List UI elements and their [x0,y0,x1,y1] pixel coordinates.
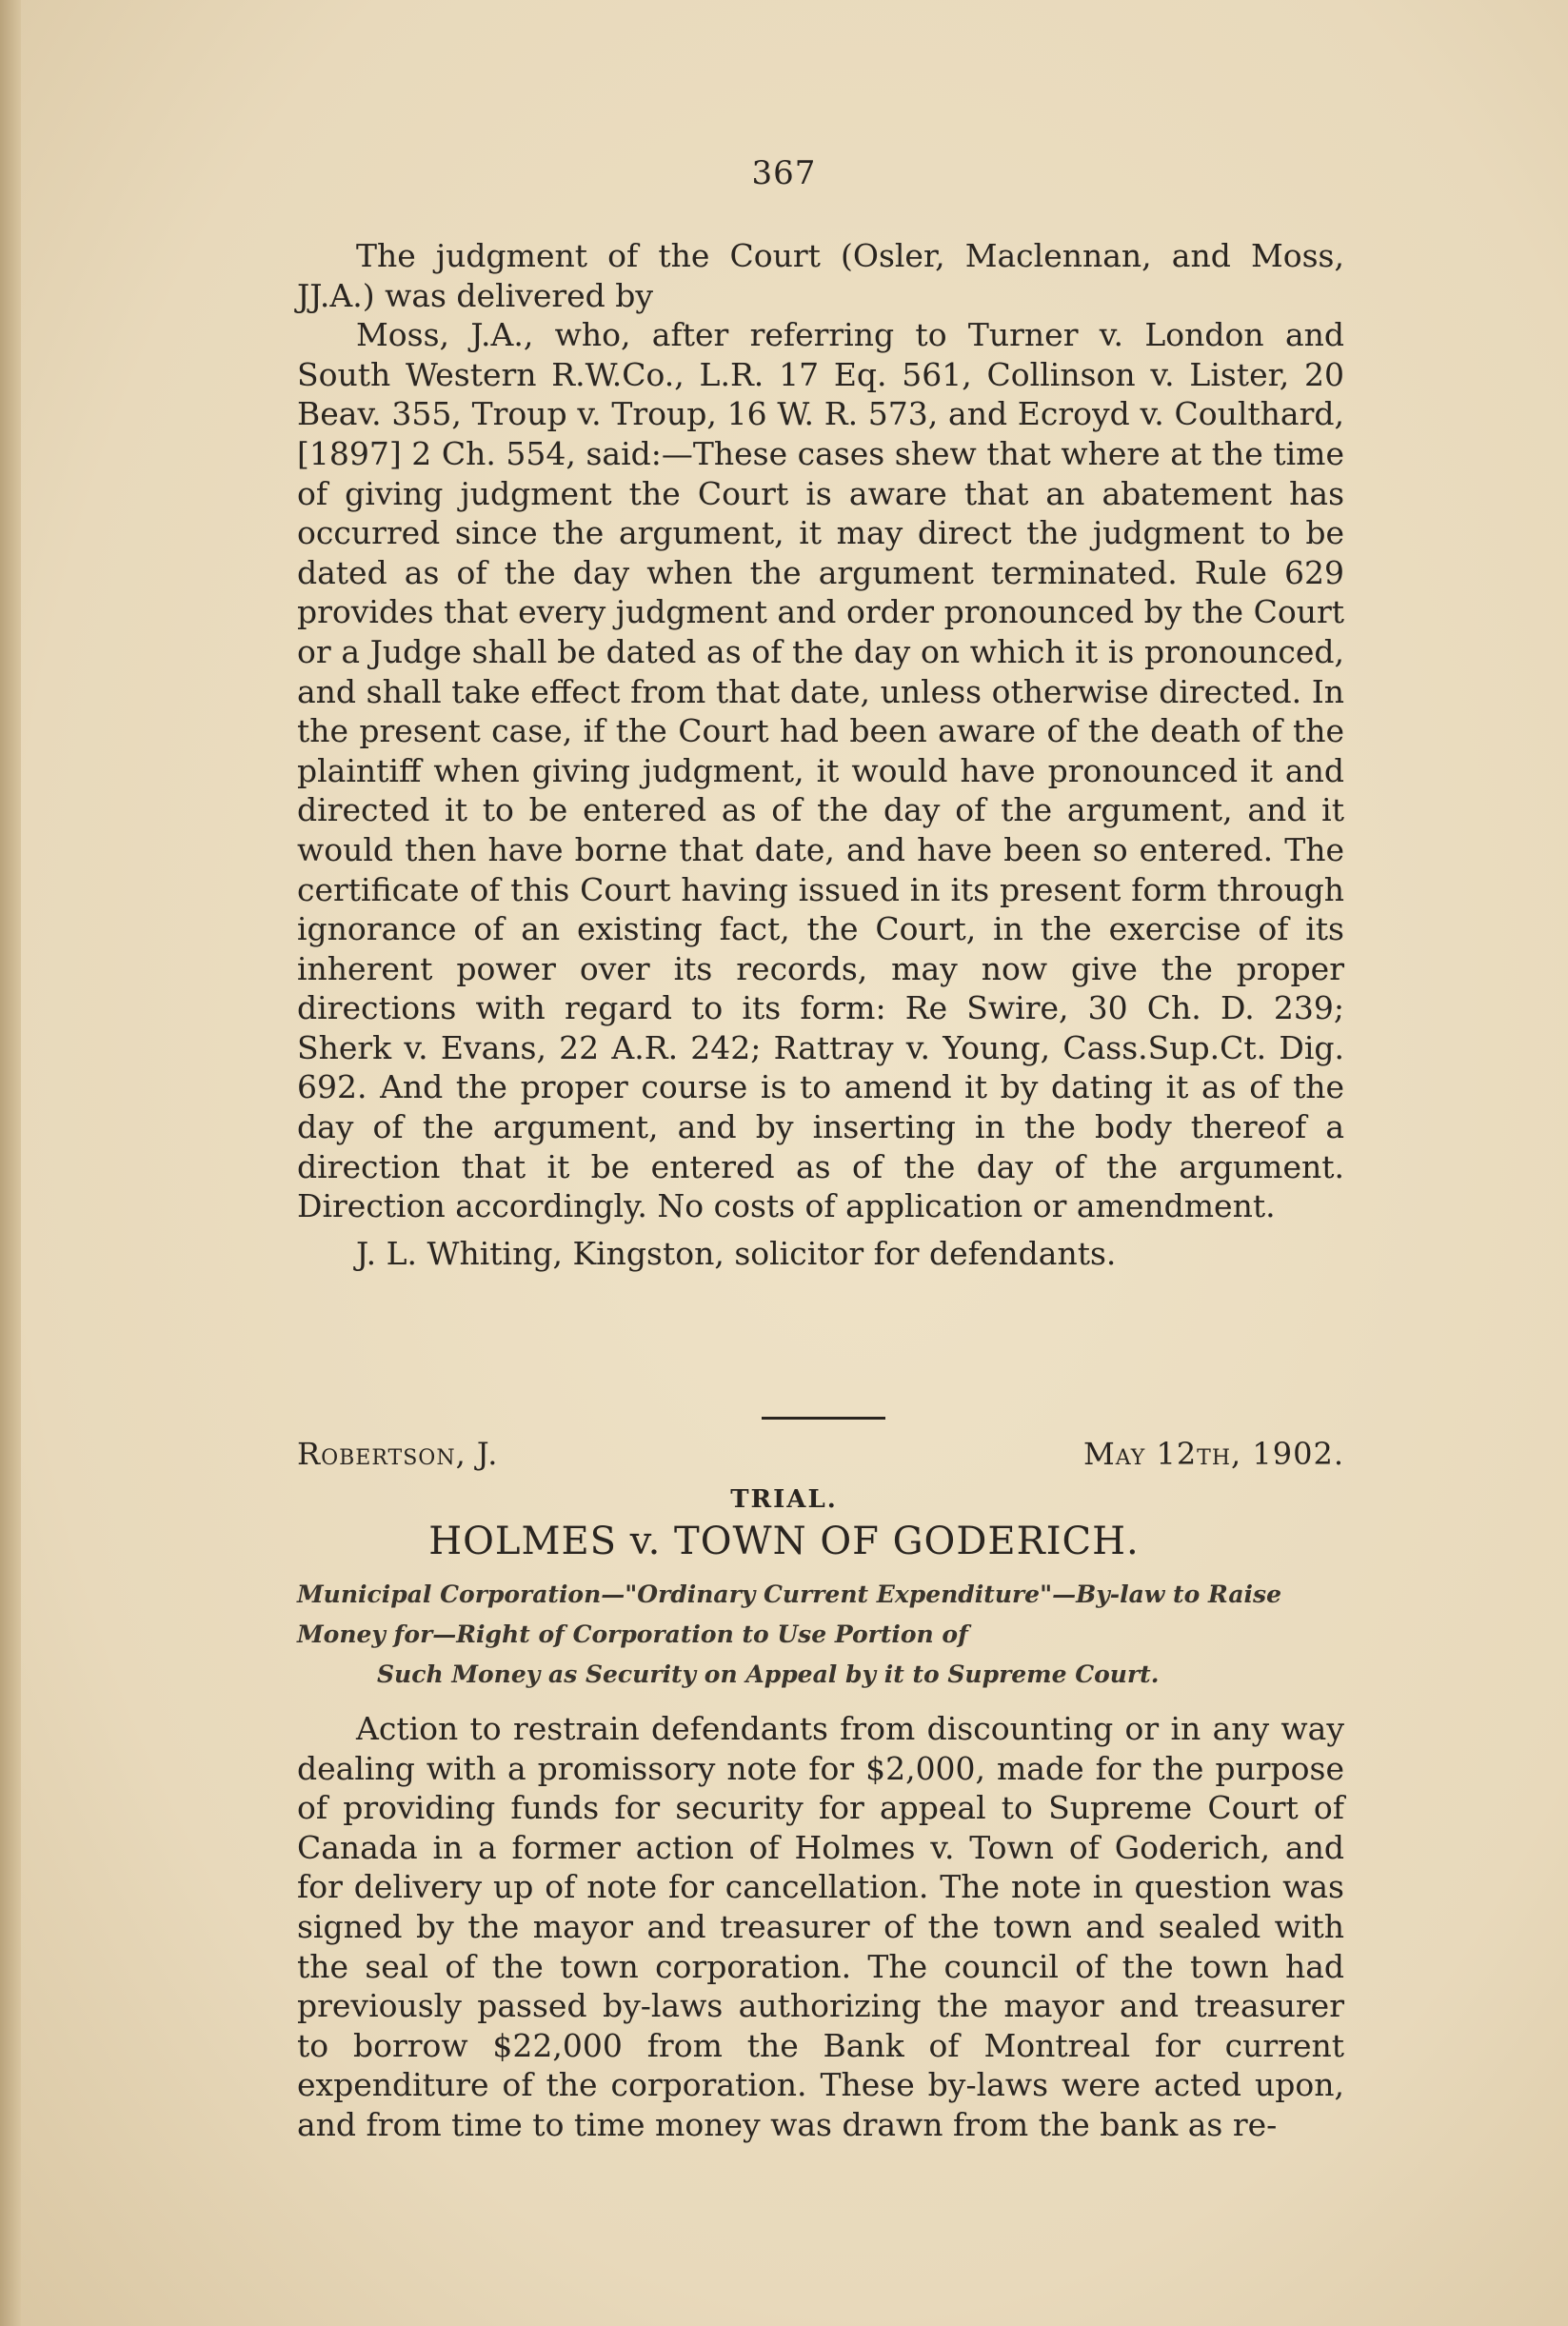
headnote-line-2: Such Money as Security on Appeal by it to Supreme Court. [377,1660,1160,1688]
book-spine-shadow [0,0,21,2326]
headnote [297,1575,1344,1695]
case-text [297,1709,1344,2145]
trial-label: TRIAL. [730,1485,838,1514]
paragraph-action: Action to restrain defendants from discounting or in any way dealing with a promissory note for $2,000, made for the purpose of providing funds for security for appeal to Supreme Court of Canada in a former action of Holmes v. Town of Goderich, and for delivery up of note for cancellation. The note in question was signed by the mayor and treasurer of the town and sealed with the seal of the town corporation. The council of the town had previously passed by-laws authorizing the mayor and treasurer to borrow $22,000 from the Bank of Montreal for current expenditure of the corporation. These by-laws were acted upon, and from time to time money was drawn from the bank as re- [297,1710,1344,2143]
section-divider [762,1417,885,1420]
judgment-date: May 12th, 1902. [1083,1436,1344,1472]
headnote-line-1: Municipal Corporation—"Ordinary Current Expenditure"—By-law to Raise Money for—Right of Corporation to Use Portion of [297,1580,1281,1648]
judgment-text [297,236,1344,1273]
solicitor-line: J. L. Whiting, Kingston, solicitor for defendants. [356,1234,1117,1272]
paragraph-intro: The judgment of the Court (Osler, Maclennan, and Moss, JJ.A.) was delivered by [297,237,1344,314]
paragraph-judgment: Moss, J.A., who, after referring to Turner v. London and South Western R.W.Co., L.R. 17 Eq. 561, Collinson v. Lister, 20 Beav. 355, Troup v. Troup, 16 W. R. 573, and Ecroyd v. Coulthard, [1897] 2 Ch. 554, said:—These cases shew that where at the time of giving judgment the Court is aware that an abatement has occurred since the argument, it may direct the judgment to be dated as of the day when the argument terminated. Rule 629 provides that every judgment and order pronounced by the Court or a Judge shall be dated as of the day on which it is pronounced, and shall take effect from that date, unless otherwise directed. In the present case, if the Court had been aware of the death of the plaintiff when giving judgment, it would have pronounced it and directed it to be entered as of the day of the argument, and it would then have borne that date, and have been so entered. The certificate of this Court having issued in its present form through ignorance of an existing fact, the Court, in the exercise of its inherent power over its records, may now give the proper directions with regard to its form: Re Swire, 30 Ch. D. 239; Sherk v. Evans, 22 A.R. 242; Rattray v. Young, Cass.Sup.Ct. Dig. 692. And the proper course is to amend it by dating it as of the day of the argument, and by inserting in the body thereof a direction that it be entered as of the day of the argument. Direction accordingly. No costs of application or amendment. [297,316,1344,1225]
case-title: HOLMES v. TOWN OF GODERICH. [428,1520,1140,1563]
page-number: 367 [751,154,817,192]
judge-name: Robertson, J. [297,1436,499,1472]
